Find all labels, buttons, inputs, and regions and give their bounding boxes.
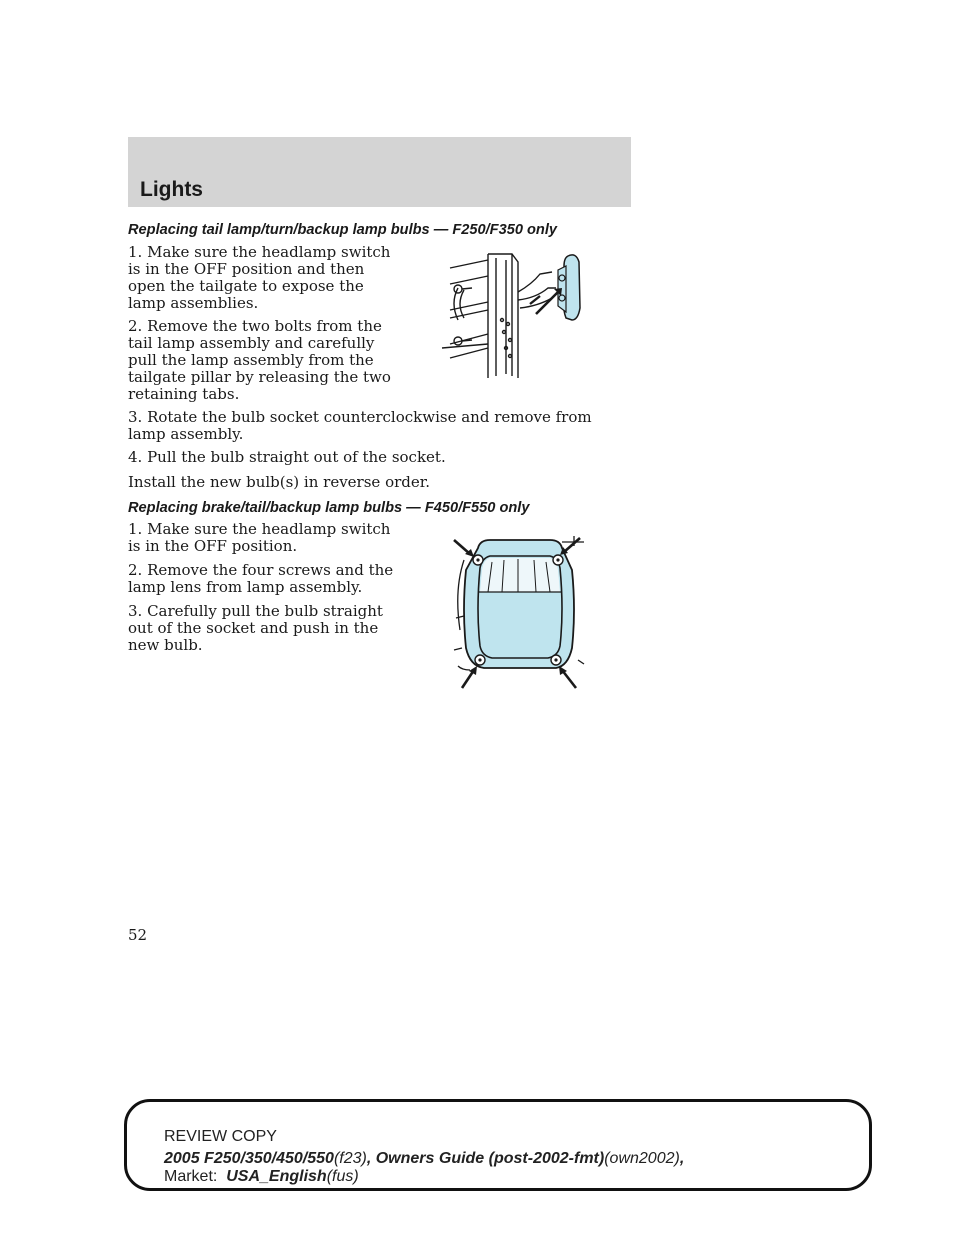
- page-number: 52: [128, 926, 148, 944]
- tail-lamp-removal-illustration: [440, 248, 590, 383]
- section1-closing: Install the new bulb(s) in reverse order.: [128, 473, 431, 491]
- section1-step-4: 4. Pull the bulb straight out of the socket.: [128, 448, 446, 466]
- footer-market-label: Market:: [164, 1168, 218, 1185]
- section2-step-1: 1. Make sure the headlamp switch is in the OFF position.: [128, 520, 391, 555]
- footer-market-code: (fus): [326, 1168, 359, 1185]
- footer-comma: ,: [679, 1150, 685, 1167]
- footer-line-review: REVIEW COPY: [164, 1128, 277, 1145]
- section1-step-1: 1. Make sure the headlamp switch is in the OFF position and then open the tailgate to expose the lamp assemblies.: [128, 243, 391, 312]
- section2-step-2: 2. Remove the four screws and the lamp lens from lamp assembly.: [128, 561, 394, 596]
- brake-lamp-lens-illustration: [452, 530, 586, 690]
- section2-heading: Replacing brake/tail/backup lamp bulbs — F450/F550 only: [128, 500, 530, 516]
- footer-guide-code: (own2002): [604, 1150, 680, 1167]
- footer-model-code: (f23): [333, 1150, 367, 1167]
- footer-model: 2005 F250/350/450/550: [164, 1150, 334, 1167]
- footer-market: USA_English: [226, 1168, 327, 1185]
- footer-line-model: [164, 1150, 684, 1168]
- section1-step-3: 3. Rotate the bulb socket counterclockwise and remove from lamp assembly.: [128, 408, 592, 443]
- footer-line-market: [164, 1168, 359, 1186]
- footer-guide: , Owners Guide (post-2002-fmt): [366, 1150, 605, 1167]
- section-header-band: [128, 137, 631, 207]
- section1-heading: Replacing tail lamp/turn/backup lamp bulbs — F250/F350 only: [128, 222, 557, 238]
- section1-step-2: 2. Remove the two bolts from the tail lamp assembly and carefully pull the lamp assembly from the tailgate pillar by releasing the two retaining tabs.: [128, 317, 391, 403]
- section-title: Lights: [140, 178, 203, 201]
- section2-step-3: 3. Carefully pull the bulb straight out of the socket and push in the new bulb.: [128, 602, 383, 654]
